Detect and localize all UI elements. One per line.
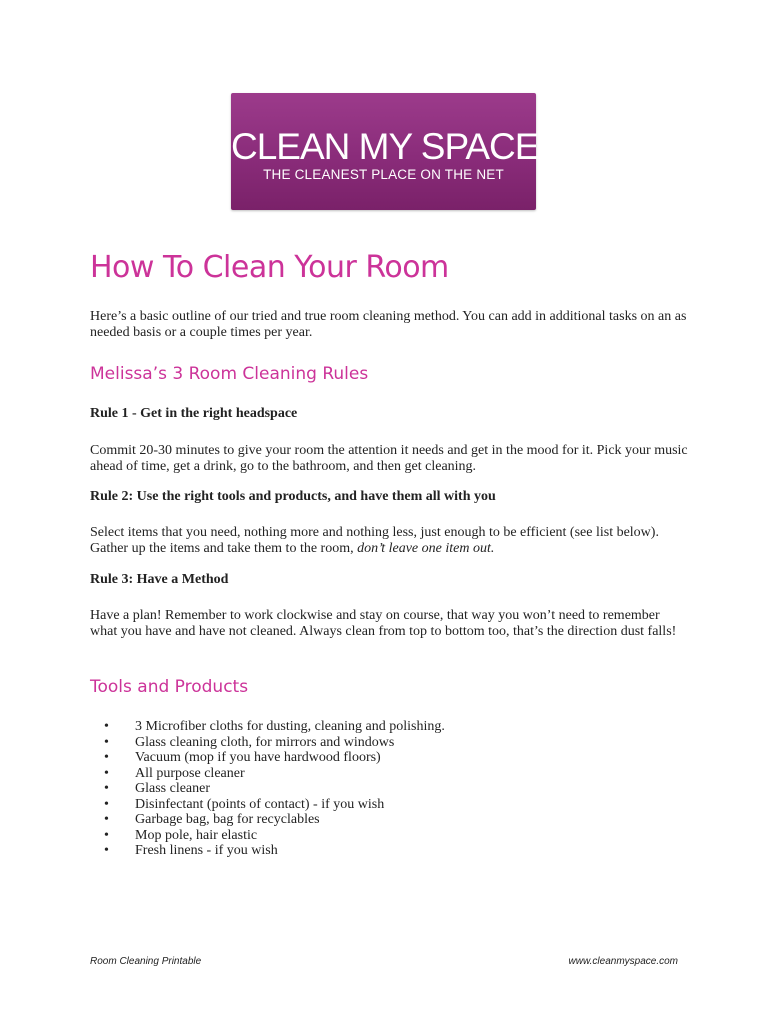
list-item — [90, 750, 445, 766]
tools-list — [90, 719, 445, 859]
list-item-text: Disinfectant (points of contact) - if you wish — [135, 796, 385, 812]
rule-3-title: Rule 3: Have a Method — [90, 572, 229, 587]
list-item-text: Glass cleaner — [135, 781, 211, 796]
list-item — [90, 797, 445, 813]
bullet-icon: • — [104, 843, 109, 858]
list-item — [90, 828, 445, 844]
list-item — [90, 781, 445, 797]
rule-3-text: Have a plan! Remember to work clockwise and stay on course, that way you won’t need to remember what you have and have not cleaned. Always clean from top to bottom too, that’s the direction dust falls! — [90, 608, 677, 639]
footer-left-label: Room Cleaning Printable — [90, 956, 202, 967]
bullet-icon: • — [104, 781, 109, 796]
rule-1-text: Commit 20-30 minutes to give your room the attention it needs and get in the mood for it. Pick your music ahead of time, get a drink, go to the bathroom, and then get cleaning. — [90, 443, 688, 474]
rule-2-text-emphasis: don’t leave one item out. — [357, 540, 495, 556]
list-item — [90, 719, 445, 735]
list-item — [90, 735, 445, 751]
logo-tagline: THE CLEANEST PLACE ON THE NET — [263, 167, 504, 182]
rules-heading: Melissa’s 3 Room Cleaning Rules — [90, 364, 369, 384]
rule-2-title: Rule 2: Use the right tools and products, and have them all with you — [90, 489, 496, 504]
tools-heading: Tools and Products — [90, 677, 249, 697]
list-item-text: All purpose cleaner — [135, 765, 245, 781]
rule-1-title: Rule 1 - Get in the right headspace — [90, 406, 298, 421]
intro-paragraph: Here’s a basic outline of our tried and true room cleaning method. You can add in additional tasks on an as needed basis or a couple times per year. — [90, 309, 687, 340]
list-item — [90, 766, 445, 782]
bullet-icon: • — [104, 765, 109, 781]
page-title: How To Clean Your Room — [90, 250, 449, 285]
logo-banner — [231, 93, 539, 210]
bullet-icon: • — [104, 796, 109, 812]
list-item-text: 3 Microfiber cloths for dusting, cleaning and polishing. — [135, 719, 445, 734]
logo-title: CLEAN MY SPACE — [231, 126, 539, 167]
bullet-icon: • — [104, 734, 109, 750]
list-item-text: Garbage bag, bag for recyclables — [135, 812, 320, 827]
list-item-text: Fresh linens - if you wish — [135, 843, 278, 858]
list-item-text: Glass cleaning cloth, for mirrors and windows — [135, 734, 395, 750]
bullet-icon: • — [104, 719, 109, 734]
bullet-icon: • — [104, 750, 109, 765]
bullet-icon: • — [104, 812, 109, 827]
bullet-icon: • — [104, 827, 109, 843]
list-item-text: Vacuum (mop if you have hardwood floors) — [135, 750, 381, 765]
footer-website: www.cleanmyspace.com — [568, 956, 678, 967]
rule-2-text — [90, 525, 690, 556]
list-item — [90, 843, 445, 859]
rule-2-text-main: Select items that you need, nothing more and nothing less, just enough to be efficient (see list below). Gather up the items and take them to the room, — [90, 525, 659, 556]
list-item-text: Mop pole, hair elastic — [135, 827, 258, 843]
list-item — [90, 812, 445, 828]
